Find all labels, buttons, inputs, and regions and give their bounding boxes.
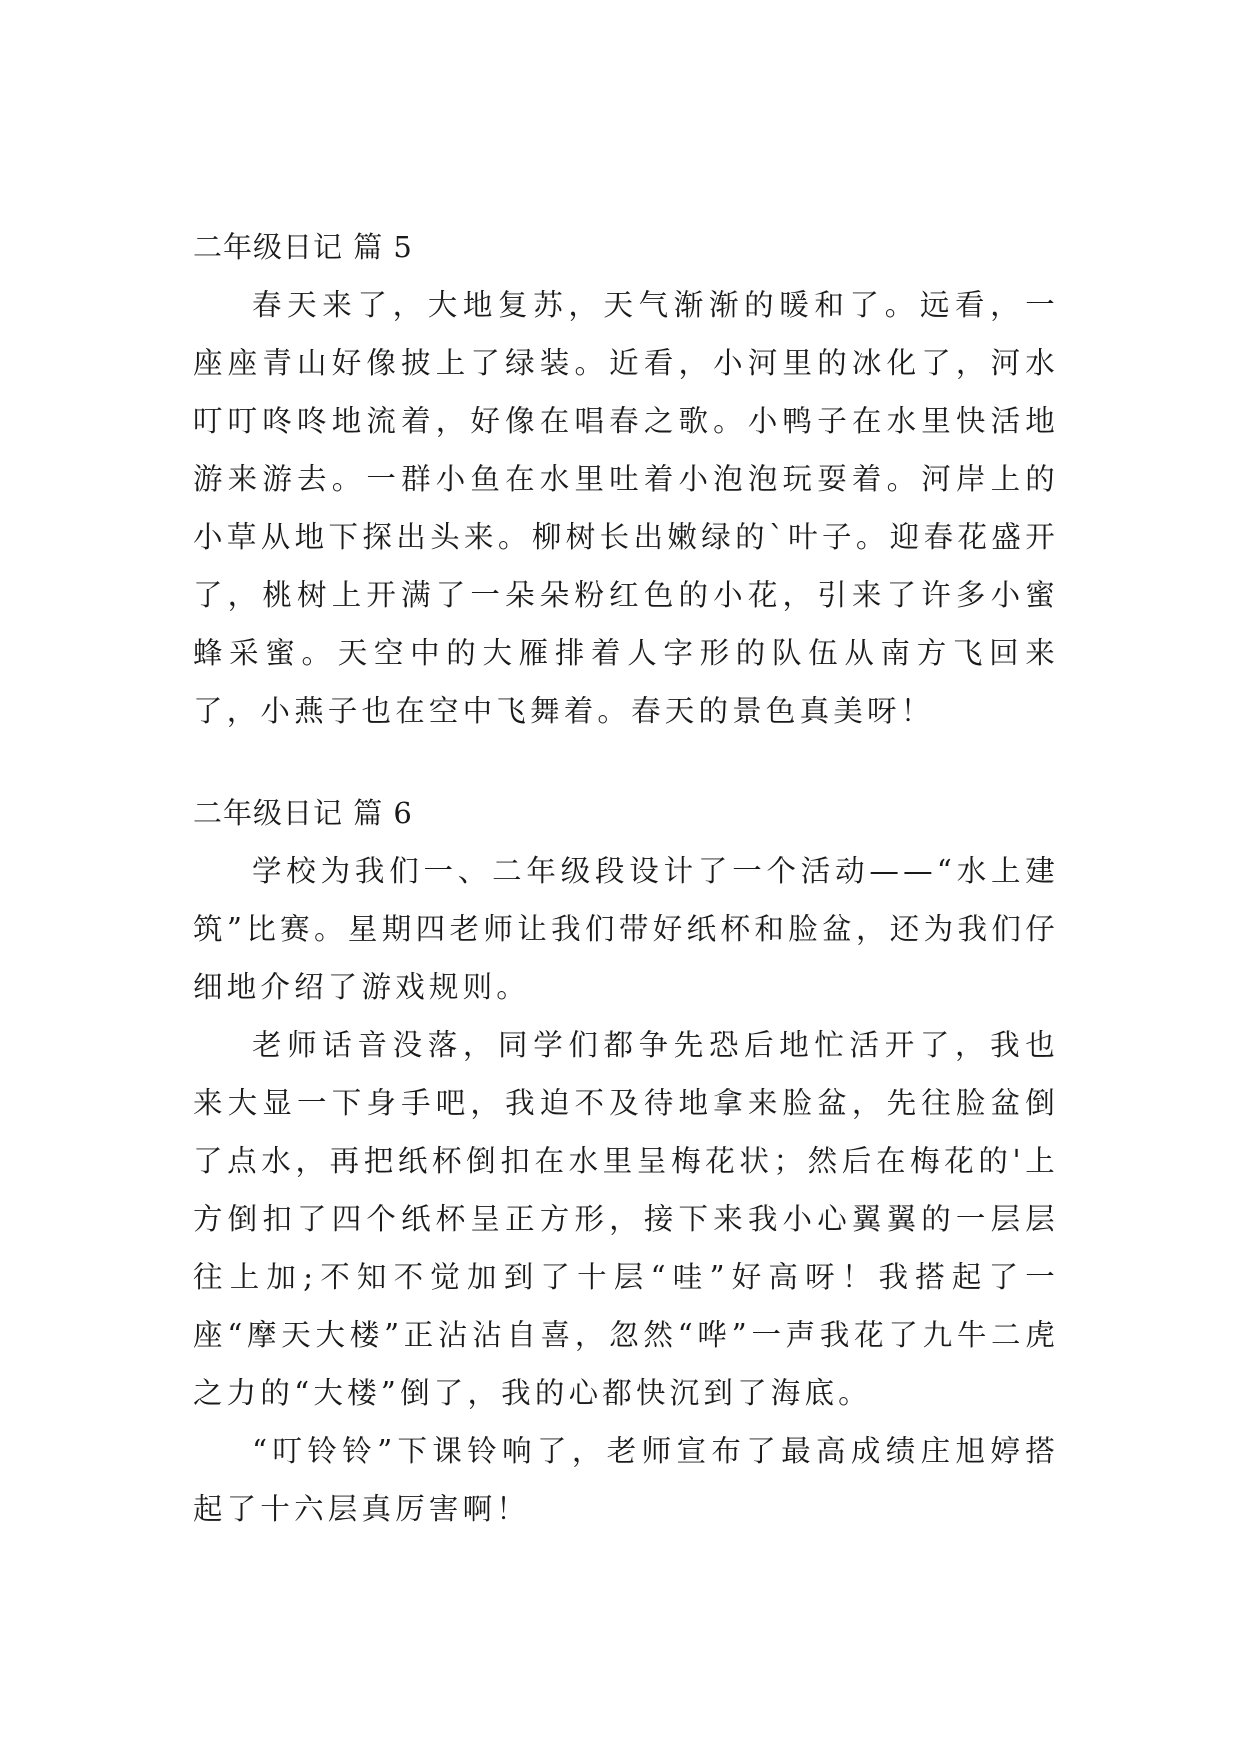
paragraph: 老师话音没落，同学们都争先恐后地忙活开了，我也来大显一下身手吧，我迫不及待地拿来脸盆，先往脸盆倒了点水，再把纸杯倒扣在水里呈梅花状；然后在梅花的'上方倒扣了四个纸杯呈正方形，接下来我小心翼翼的一层层往上加;不知不觉加到了十层“哇”好高呀！我搭起了一座“摩天大楼”正沾沾自喜，忽然“哗”一声我花了九牛二虎之力的“大楼”倒了，我的心都快沉到了海底。 [193, 1028, 1059, 1410]
paragraph: 春天来了，大地复苏，天气渐渐的暖和了。远看，一座座青山好像披上了绿装。近看，小河里的冰化了，河水叮叮咚咚地流着，好像在唱春之歌。小鸭子在水里快活地游来游去。一群小鱼在水里吐着小泡泡玩耍着。河岸上的小草从地下探出头来。柳树长出嫩绿的`叶子。迎春花盛开了，桃树上开满了一朵朵粉红色的小花，引来了许多小蜜蜂采蜜。天空中的大雁排着人字形的队伍从南方飞回来了，小燕子也在空中飞舞着。春天的景色真美呀！ [193, 288, 1059, 728]
entry-body [193, 842, 1059, 1538]
diary-entry-6 [193, 784, 1059, 1538]
entry-body [193, 276, 1059, 740]
entry-title: 二年级日记 篇 6 [193, 796, 413, 830]
paragraph: “叮铃铃”下课铃响了，老师宣布了最高成绩庄旭婷搭起了十六层真厉害啊！ [193, 1434, 1059, 1526]
diary-entry-5 [193, 218, 1059, 740]
entry-title: 二年级日记 篇 5 [193, 230, 413, 264]
paragraph: 学校为我们一、二年级段设计了一个活动——“水上建筑”比赛。星期四老师让我们带好纸杯和脸盆，还为我们仔细地介绍了游戏规则。 [193, 854, 1059, 1004]
document-page [193, 218, 1059, 1538]
